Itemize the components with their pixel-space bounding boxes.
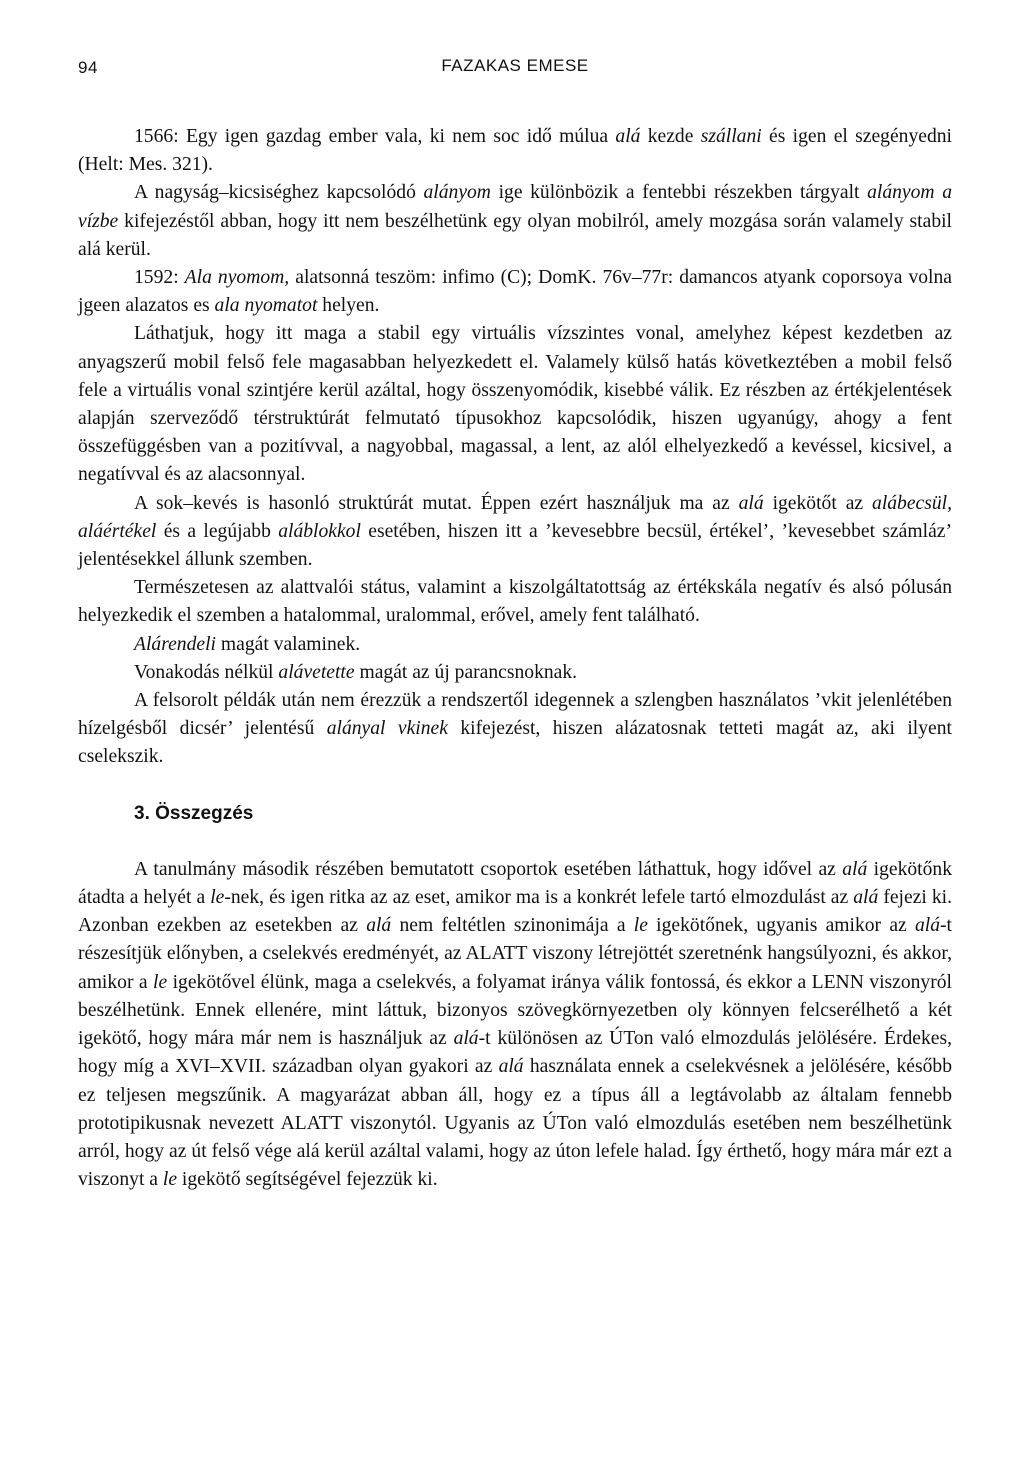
text-run: és a legújabb xyxy=(156,520,279,542)
italic-term: alányom a vízbe xyxy=(78,182,952,232)
text-run: igekötővel élünk, maga a cselekvés, a folyamat iránya válik fontossá, és ekkor a LENN viszonyról beszélhetünk. Ennek ellenére, mint láttuk, bizonyos szövegkörnyezetben oly könnyen felcserélhető a két igekötő, hogy mára már nem is használjuk az xyxy=(78,971,952,1050)
paragraph-sok-keves xyxy=(78,490,952,575)
text-run: nem feltétlen szinonimája a xyxy=(391,915,634,937)
text-run: esetében, hiszen itt a ’kevesebbre becsül, értékel’, ’kevesebbet számláz’ jelentésekkel állunk szemben. xyxy=(78,520,952,571)
text-run: 1566: Egy igen gazdag ember vala, ki nem soc idő múlua xyxy=(134,126,616,147)
paragraph-example-1566 xyxy=(78,123,952,179)
italic-term: alá xyxy=(615,126,641,147)
text-run: kezde xyxy=(640,126,701,147)
paragraph-lathatjuk: Láthatjuk, hogy itt maga a stabil egy virtuális vízszintes vonal, amelyhez képest kezdetben az anyagszerű mobil felső fele magasabban helyezkedett el. Valamely külső hatás következtében a mobil felső fele a virtuális vonal szintjére kerül azáltal, hogy összenyomódik, kisebbé válik. Ez részben az értékjelentések alapján szerveződő térstruktúrát felmutató típusokhoz kapcsolódik, hiszen ugyanúgy, ahogy a fent összefüggésben van a pozitívval, a nagyobbal, magassal, a lent, az alól elhelyezkedő a kevéssel, kicsivel, a negatívval és az alacsonnyal. xyxy=(78,323,952,486)
text-run: fejezi ki. Azonban ezekben az esetekben az xyxy=(78,887,952,937)
text-run: 1592: xyxy=(134,267,185,289)
text-run: kifejezéstől abban, hogy itt nem beszélhetünk egy olyan mobilról, amely mozgása során valamely stabil alá kerül. xyxy=(78,210,952,260)
text-run: kifejezést, hiszen alázatosnak tetteti magát az, aki ilyent cselekszik. xyxy=(78,718,952,768)
paragraph-summary xyxy=(78,856,952,1194)
text-run: Vonakodás nélkül xyxy=(134,661,279,683)
paragraph-example-1592 xyxy=(78,264,952,320)
paragraph-alanyom xyxy=(78,179,952,264)
running-title: FAZAKAS EMESE xyxy=(441,56,589,75)
italic-term: le xyxy=(162,1169,178,1191)
italic-term: alávetette xyxy=(278,661,355,683)
text-run: igekötőt az xyxy=(763,492,873,514)
running-head xyxy=(78,56,952,86)
italic-term: le xyxy=(633,915,648,937)
italic-term: le xyxy=(153,971,168,993)
paragraph-felsorolt xyxy=(78,687,952,772)
text-run: A tanulmány második részében bemutatott csoportok esetében láthattuk, hogy idővel az xyxy=(134,858,843,880)
italic-term: alá xyxy=(914,915,941,937)
italic-term: Ala nyomom, xyxy=(184,267,290,289)
italic-term: alábecsül, aláértékel xyxy=(78,492,953,542)
italic-term: alá xyxy=(498,1056,524,1078)
paragraph-termeszetesen: Természetesen az alattvalói státus, valamint a kiszolgáltatottság az értékskála negatív és alsó pólusán helyezkedik el szemben a hatalommal, uralommal, erővel, amely fent található. xyxy=(78,577,952,627)
text-run: használata ennek a cselekvésnek a jelölésére, később ez teljesen megszűnik. A magyarázat abban áll, hogy ez a típus áll a legtávolabb az általam fennebb prototipikusnak nevezett ALATT viszonytól. Ugyanis az ÚTon való elmozdulás esetében nem beszélhetünk arról, hogy az út felső vége alá kerül azáltal valami, hogy az úton lefele halad. Így érthető, hogy mára már ezt a viszonyt a xyxy=(78,1056,952,1191)
italic-term: alá xyxy=(366,915,392,937)
paragraph-example-alavetette xyxy=(78,659,952,687)
text-run: A sok–kevés is hasonló struktúrát mutat. Éppen ezért használjuk ma az xyxy=(134,492,739,514)
italic-term: szállani xyxy=(700,126,762,147)
italic-term: aláblokkol xyxy=(278,520,361,542)
text-run: -t részesítjük előnyben, a cselekvés eredményét, az ALATT viszony létrejöttét szeretnénk hangsúlyozni, és akkor, amikor a xyxy=(78,915,952,993)
body-text xyxy=(78,123,952,1194)
text-run: igekötőnk átadta a helyét a xyxy=(78,858,953,909)
text-run: ige különbözik a fentebbi részekben tárgyalt xyxy=(490,182,868,204)
italic-term: alá xyxy=(738,492,764,514)
italic-term: ala nyomatot xyxy=(214,295,318,317)
italic-term: alányal vkinek xyxy=(326,718,448,740)
italic-term: Alárendeli xyxy=(134,633,216,655)
text-run: igekötőnek, ugyanis amikor az xyxy=(647,915,915,937)
text-run: magát az új parancsnoknak. xyxy=(354,661,578,683)
text-run: igekötő segítségével fejezzük ki. xyxy=(177,1169,438,1191)
italic-term: le xyxy=(210,887,225,909)
text-run: és igen el szegényedni (Helt: Mes. 321). xyxy=(78,126,953,176)
paragraph-example-alarendeli xyxy=(78,631,952,659)
text-run: A felsorolt példák után nem érezzük a rendszertől idegennek a szlengben használatos ’vkit jelenlétében hízelgésből dicsér’ jelentésű xyxy=(78,690,952,740)
text-run: alatsonná teszöm: infimo (C); DomK. 76v–77r: damancos atyank coporsoya volna jgeen alazatos es xyxy=(78,267,952,317)
italic-term: alá xyxy=(453,1028,479,1050)
text-run: helyen. xyxy=(317,295,380,317)
italic-term: alányom xyxy=(423,182,491,204)
section-heading: 3. Összegzés xyxy=(134,802,254,824)
italic-term: alá xyxy=(842,858,868,880)
text-run: magát valaminek. xyxy=(215,633,361,655)
italic-term: alá xyxy=(853,887,879,909)
text-run: -nek, és igen ritka az az eset, amikor ma is a konkrét lefele tartó elmozdulást az xyxy=(224,887,854,909)
text-run: A nagyság–kicsiséghez kapcsolódó xyxy=(134,182,424,204)
page-number: 94 xyxy=(78,58,98,77)
text-run: -t különösen az ÚTon való elmozdulás jelölésére. Érdekes, hogy míg a XVI–XVII. században olyan gyakori az xyxy=(78,1028,952,1078)
